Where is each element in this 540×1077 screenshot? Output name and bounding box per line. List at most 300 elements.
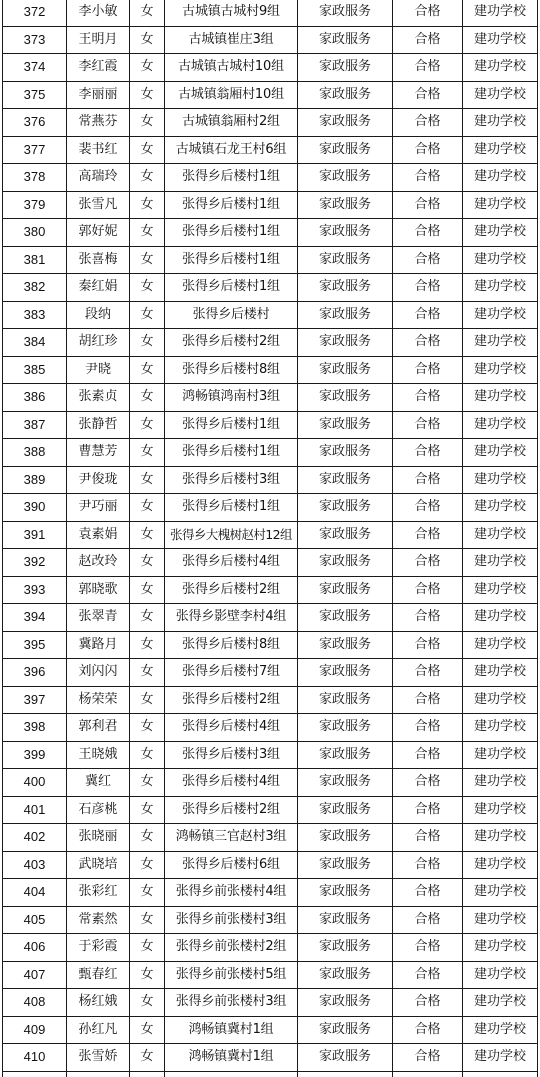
trainee-name: 李红霞 xyxy=(67,54,130,82)
trainee-name: 张翠青 xyxy=(67,604,130,632)
trainee-address: 张得乡后楼村3组 xyxy=(165,466,298,494)
trainee-name: 冀红 xyxy=(67,769,130,797)
trainee-name: 胡红珍 xyxy=(67,329,130,357)
assessment-result: 合格 xyxy=(393,906,463,934)
row-number: 408 xyxy=(3,989,67,1017)
trainee-address: 古城镇翁厢村2组 xyxy=(165,109,298,137)
trainee-gender: 女 xyxy=(130,274,165,302)
trainee-address: 张得乡后楼村3组 xyxy=(165,741,298,769)
training-school: 建功学校 xyxy=(463,796,538,824)
trainee-gender: 女 xyxy=(130,439,165,467)
assessment-result: 合格 xyxy=(393,274,463,302)
empty-cell xyxy=(67,1071,130,1077)
training-major: 家政服务 xyxy=(298,879,393,907)
training-major: 家政服务 xyxy=(298,246,393,274)
table-row xyxy=(3,26,538,54)
training-major: 家政服务 xyxy=(298,631,393,659)
table-row xyxy=(3,494,538,522)
empty-cell xyxy=(165,1071,298,1077)
table-row xyxy=(3,686,538,714)
trainee-gender: 女 xyxy=(130,411,165,439)
table-row xyxy=(3,81,538,109)
training-major: 家政服务 xyxy=(298,961,393,989)
trainee-gender: 女 xyxy=(130,796,165,824)
training-major: 家政服务 xyxy=(298,439,393,467)
trainee-address: 张得乡后楼村8组 xyxy=(165,631,298,659)
training-school: 建功学校 xyxy=(463,54,538,82)
trainee-name: 于彩霞 xyxy=(67,934,130,962)
training-school: 建功学校 xyxy=(463,466,538,494)
training-school: 建功学校 xyxy=(463,274,538,302)
trainee-address: 张得乡后楼村1组 xyxy=(165,439,298,467)
assessment-result: 合格 xyxy=(393,659,463,687)
training-major: 家政服务 xyxy=(298,384,393,412)
trainee-name: 秦红娟 xyxy=(67,274,130,302)
table-row xyxy=(3,246,538,274)
trainee-name: 冀路月 xyxy=(67,631,130,659)
table-row xyxy=(3,191,538,219)
trainee-gender: 女 xyxy=(130,384,165,412)
trainee-gender: 女 xyxy=(130,631,165,659)
training-major: 家政服务 xyxy=(298,989,393,1017)
table-row xyxy=(3,659,538,687)
table-row xyxy=(3,961,538,989)
trainee-gender: 女 xyxy=(130,494,165,522)
trainee-address: 鸿畅镇鸿南村3组 xyxy=(165,384,298,412)
training-school: 建功学校 xyxy=(463,329,538,357)
table-row xyxy=(3,989,538,1017)
row-number: 376 xyxy=(3,109,67,137)
trainee-name: 曹慧芳 xyxy=(67,439,130,467)
training-major: 家政服务 xyxy=(298,109,393,137)
assessment-result: 合格 xyxy=(393,26,463,54)
assessment-result: 合格 xyxy=(393,549,463,577)
trainee-name: 张彩红 xyxy=(67,879,130,907)
training-major: 家政服务 xyxy=(298,659,393,687)
row-number: 400 xyxy=(3,769,67,797)
training-major: 家政服务 xyxy=(298,219,393,247)
assessment-result: 合格 xyxy=(393,136,463,164)
row-number: 401 xyxy=(3,796,67,824)
table-row xyxy=(3,109,538,137)
table-row xyxy=(3,0,538,26)
training-school: 建功学校 xyxy=(463,246,538,274)
trainee-gender: 女 xyxy=(130,109,165,137)
assessment-result: 合格 xyxy=(393,81,463,109)
trainee-name: 刘闪闪 xyxy=(67,659,130,687)
trainee-address: 张得乡前张楼村4组 xyxy=(165,879,298,907)
trainee-name: 王晓娥 xyxy=(67,741,130,769)
training-major: 家政服务 xyxy=(298,26,393,54)
training-major: 家政服务 xyxy=(298,741,393,769)
training-school: 建功学校 xyxy=(463,81,538,109)
trainee-address: 张得乡大槐树赵村12组 xyxy=(165,521,298,549)
assessment-result: 合格 xyxy=(393,439,463,467)
trainee-gender: 女 xyxy=(130,466,165,494)
table-row xyxy=(3,54,538,82)
row-number: 406 xyxy=(3,934,67,962)
table-row xyxy=(3,219,538,247)
empty-cell xyxy=(463,1071,538,1077)
row-number: 409 xyxy=(3,1016,67,1044)
trainee-gender: 女 xyxy=(130,824,165,852)
table-row xyxy=(3,549,538,577)
training-school: 建功学校 xyxy=(463,576,538,604)
trainee-address: 古城镇崔庄3组 xyxy=(165,26,298,54)
trainee-address: 张得乡后楼村1组 xyxy=(165,494,298,522)
table-row-partial xyxy=(3,1071,538,1077)
trainee-gender: 女 xyxy=(130,0,165,26)
trainee-address: 张得乡后楼村6组 xyxy=(165,851,298,879)
row-number: 392 xyxy=(3,549,67,577)
trainee-name: 尹俊珑 xyxy=(67,466,130,494)
table-row xyxy=(3,439,538,467)
trainee-name: 张雪凡 xyxy=(67,191,130,219)
trainee-gender: 女 xyxy=(130,54,165,82)
row-number: 375 xyxy=(3,81,67,109)
table-row xyxy=(3,521,538,549)
assessment-result: 合格 xyxy=(393,329,463,357)
trainee-address: 张得乡后楼村1组 xyxy=(165,219,298,247)
row-number: 382 xyxy=(3,274,67,302)
assessment-result: 合格 xyxy=(393,0,463,26)
row-number: 407 xyxy=(3,961,67,989)
trainee-name: 甄春红 xyxy=(67,961,130,989)
table-row xyxy=(3,1044,538,1072)
training-major: 家政服务 xyxy=(298,549,393,577)
trainee-gender: 女 xyxy=(130,219,165,247)
training-school: 建功学校 xyxy=(463,26,538,54)
trainee-gender: 女 xyxy=(130,549,165,577)
training-major: 家政服务 xyxy=(298,604,393,632)
roster-table xyxy=(2,0,538,1077)
training-major: 家政服务 xyxy=(298,576,393,604)
trainee-address: 张得乡后楼村 xyxy=(165,301,298,329)
row-number: 372 xyxy=(3,0,67,26)
trainee-address: 古城镇古城村10组 xyxy=(165,54,298,82)
trainee-name: 张喜梅 xyxy=(67,246,130,274)
row-number: 387 xyxy=(3,411,67,439)
assessment-result: 合格 xyxy=(393,219,463,247)
trainee-name: 郭晓歌 xyxy=(67,576,130,604)
trainee-address: 张得乡后楼村2组 xyxy=(165,796,298,824)
training-school: 建功学校 xyxy=(463,769,538,797)
trainee-gender: 女 xyxy=(130,1044,165,1072)
training-major: 家政服务 xyxy=(298,714,393,742)
row-number: 396 xyxy=(3,659,67,687)
trainee-gender: 女 xyxy=(130,934,165,962)
training-school: 建功学校 xyxy=(463,631,538,659)
assessment-result: 合格 xyxy=(393,384,463,412)
table-row xyxy=(3,274,538,302)
empty-cell xyxy=(298,1071,393,1077)
row-number: 390 xyxy=(3,494,67,522)
training-major: 家政服务 xyxy=(298,494,393,522)
trainee-name: 武晓培 xyxy=(67,851,130,879)
trainee-name: 王明月 xyxy=(67,26,130,54)
row-number: 374 xyxy=(3,54,67,82)
assessment-result: 合格 xyxy=(393,824,463,852)
row-number: 386 xyxy=(3,384,67,412)
assessment-result: 合格 xyxy=(393,466,463,494)
row-number: 381 xyxy=(3,246,67,274)
trainee-gender: 女 xyxy=(130,136,165,164)
training-school: 建功学校 xyxy=(463,686,538,714)
empty-cell xyxy=(130,1071,165,1077)
assessment-result: 合格 xyxy=(393,109,463,137)
trainee-address: 张得乡后楼村1组 xyxy=(165,191,298,219)
training-major: 家政服务 xyxy=(298,54,393,82)
training-major: 家政服务 xyxy=(298,136,393,164)
training-school: 建功学校 xyxy=(463,136,538,164)
training-school: 建功学校 xyxy=(463,549,538,577)
assessment-result: 合格 xyxy=(393,246,463,274)
table-row xyxy=(3,714,538,742)
table-row xyxy=(3,329,538,357)
assessment-result: 合格 xyxy=(393,741,463,769)
trainee-name: 孙红凡 xyxy=(67,1016,130,1044)
trainee-address: 古城镇古城村9组 xyxy=(165,0,298,26)
training-major: 家政服务 xyxy=(298,769,393,797)
training-school: 建功学校 xyxy=(463,411,538,439)
training-major: 家政服务 xyxy=(298,521,393,549)
trainee-address: 张得乡后楼村7组 xyxy=(165,659,298,687)
training-major: 家政服务 xyxy=(298,164,393,192)
trainee-gender: 女 xyxy=(130,741,165,769)
trainee-address: 张得乡前张楼村3组 xyxy=(165,906,298,934)
table-row xyxy=(3,824,538,852)
assessment-result: 合格 xyxy=(393,494,463,522)
row-number: 378 xyxy=(3,164,67,192)
row-number: 402 xyxy=(3,824,67,852)
table-row xyxy=(3,411,538,439)
row-number: 405 xyxy=(3,906,67,934)
trainee-address: 张得乡后楼村8组 xyxy=(165,356,298,384)
row-number: 389 xyxy=(3,466,67,494)
training-major: 家政服务 xyxy=(298,906,393,934)
trainee-name: 郭利君 xyxy=(67,714,130,742)
table-row xyxy=(3,384,538,412)
trainee-name: 李丽丽 xyxy=(67,81,130,109)
assessment-result: 合格 xyxy=(393,961,463,989)
row-number: 384 xyxy=(3,329,67,357)
training-school: 建功学校 xyxy=(463,604,538,632)
row-number: 404 xyxy=(3,879,67,907)
row-number: 388 xyxy=(3,439,67,467)
assessment-result: 合格 xyxy=(393,356,463,384)
training-school: 建功学校 xyxy=(463,659,538,687)
assessment-result: 合格 xyxy=(393,631,463,659)
training-school: 建功学校 xyxy=(463,851,538,879)
trainee-gender: 女 xyxy=(130,604,165,632)
trainee-address: 张得乡后楼村4组 xyxy=(165,769,298,797)
assessment-result: 合格 xyxy=(393,411,463,439)
trainee-gender: 女 xyxy=(130,329,165,357)
row-number: 373 xyxy=(3,26,67,54)
table-row xyxy=(3,631,538,659)
assessment-result: 合格 xyxy=(393,301,463,329)
training-major: 家政服务 xyxy=(298,824,393,852)
trainee-name: 张静哲 xyxy=(67,411,130,439)
trainee-name: 杨红娥 xyxy=(67,989,130,1017)
row-number: 377 xyxy=(3,136,67,164)
row-number: 410 xyxy=(3,1044,67,1072)
assessment-result: 合格 xyxy=(393,191,463,219)
assessment-result: 合格 xyxy=(393,686,463,714)
assessment-result: 合格 xyxy=(393,604,463,632)
trainee-gender: 女 xyxy=(130,659,165,687)
empty-cell xyxy=(393,1071,463,1077)
trainee-gender: 女 xyxy=(130,164,165,192)
assessment-result: 合格 xyxy=(393,54,463,82)
trainee-address: 张得乡后楼村1组 xyxy=(165,246,298,274)
trainee-address: 鸿畅镇三官赵村3组 xyxy=(165,824,298,852)
assessment-result: 合格 xyxy=(393,714,463,742)
trainee-gender: 女 xyxy=(130,686,165,714)
row-number: 385 xyxy=(3,356,67,384)
training-school: 建功学校 xyxy=(463,1016,538,1044)
trainee-gender: 女 xyxy=(130,851,165,879)
assessment-result: 合格 xyxy=(393,1044,463,1072)
table-row xyxy=(3,356,538,384)
training-major: 家政服务 xyxy=(298,466,393,494)
table-row xyxy=(3,796,538,824)
trainee-gender: 女 xyxy=(130,301,165,329)
training-school: 建功学校 xyxy=(463,741,538,769)
training-major: 家政服务 xyxy=(298,274,393,302)
training-school: 建功学校 xyxy=(463,191,538,219)
trainee-name: 高瑞玲 xyxy=(67,164,130,192)
trainee-name: 杨荣荣 xyxy=(67,686,130,714)
training-major: 家政服务 xyxy=(298,1016,393,1044)
training-major: 家政服务 xyxy=(298,191,393,219)
training-major: 家政服务 xyxy=(298,1044,393,1072)
table-row xyxy=(3,934,538,962)
trainee-gender: 女 xyxy=(130,714,165,742)
trainee-gender: 女 xyxy=(130,879,165,907)
assessment-result: 合格 xyxy=(393,576,463,604)
training-school: 建功学校 xyxy=(463,521,538,549)
training-school: 建功学校 xyxy=(463,109,538,137)
trainee-address: 张得乡后楼村1组 xyxy=(165,164,298,192)
training-major: 家政服务 xyxy=(298,686,393,714)
trainee-address: 张得乡前张楼村5组 xyxy=(165,961,298,989)
trainee-address: 张得乡前张楼村3组 xyxy=(165,989,298,1017)
training-major: 家政服务 xyxy=(298,411,393,439)
trainee-gender: 女 xyxy=(130,246,165,274)
trainee-name: 郭好妮 xyxy=(67,219,130,247)
training-school: 建功学校 xyxy=(463,301,538,329)
table-row xyxy=(3,741,538,769)
assessment-result: 合格 xyxy=(393,521,463,549)
row-number: 379 xyxy=(3,191,67,219)
training-school: 建功学校 xyxy=(463,439,538,467)
trainee-address: 张得乡后楼村4组 xyxy=(165,714,298,742)
training-school: 建功学校 xyxy=(463,1044,538,1072)
row-number: 380 xyxy=(3,219,67,247)
trainee-name: 尹晓 xyxy=(67,356,130,384)
training-major: 家政服务 xyxy=(298,301,393,329)
trainee-address: 鸿畅镇冀村1组 xyxy=(165,1016,298,1044)
training-school: 建功学校 xyxy=(463,824,538,852)
trainee-address: 古城镇石龙王村6组 xyxy=(165,136,298,164)
trainee-address: 鸿畅镇冀村1组 xyxy=(165,1044,298,1072)
training-major: 家政服务 xyxy=(298,0,393,26)
trainee-name: 张素贞 xyxy=(67,384,130,412)
training-major: 家政服务 xyxy=(298,934,393,962)
table-row xyxy=(3,136,538,164)
assessment-result: 合格 xyxy=(393,769,463,797)
trainee-name: 张晓丽 xyxy=(67,824,130,852)
row-number: 395 xyxy=(3,631,67,659)
row-number: 399 xyxy=(3,741,67,769)
table-row xyxy=(3,906,538,934)
empty-cell xyxy=(3,1071,67,1077)
training-school: 建功学校 xyxy=(463,494,538,522)
training-school: 建功学校 xyxy=(463,989,538,1017)
training-major: 家政服务 xyxy=(298,329,393,357)
table-row xyxy=(3,851,538,879)
row-number: 403 xyxy=(3,851,67,879)
trainee-address: 古城镇翁厢村10组 xyxy=(165,81,298,109)
trainee-gender: 女 xyxy=(130,1016,165,1044)
training-major: 家政服务 xyxy=(298,851,393,879)
training-school: 建功学校 xyxy=(463,961,538,989)
training-school: 建功学校 xyxy=(463,934,538,962)
training-major: 家政服务 xyxy=(298,81,393,109)
table-row xyxy=(3,576,538,604)
table-row xyxy=(3,1016,538,1044)
assessment-result: 合格 xyxy=(393,164,463,192)
trainee-address: 张得乡后楼村2组 xyxy=(165,686,298,714)
trainee-name: 石彦桃 xyxy=(67,796,130,824)
trainee-name: 段纳 xyxy=(67,301,130,329)
row-number: 391 xyxy=(3,521,67,549)
table-row xyxy=(3,604,538,632)
trainee-gender: 女 xyxy=(130,26,165,54)
trainee-name: 袁素娟 xyxy=(67,521,130,549)
trainee-name: 尹巧丽 xyxy=(67,494,130,522)
table-row xyxy=(3,769,538,797)
trainee-gender: 女 xyxy=(130,989,165,1017)
trainee-name: 张雪娇 xyxy=(67,1044,130,1072)
trainee-address: 张得乡影壁李村4组 xyxy=(165,604,298,632)
trainee-address: 张得乡后楼村1组 xyxy=(165,274,298,302)
row-number: 383 xyxy=(3,301,67,329)
training-major: 家政服务 xyxy=(298,796,393,824)
trainee-address: 张得乡后楼村2组 xyxy=(165,329,298,357)
assessment-result: 合格 xyxy=(393,796,463,824)
assessment-result: 合格 xyxy=(393,934,463,962)
trainee-name: 李小敏 xyxy=(67,0,130,26)
assessment-result: 合格 xyxy=(393,1016,463,1044)
roster-body xyxy=(3,0,538,1077)
training-school: 建功学校 xyxy=(463,356,538,384)
trainee-gender: 女 xyxy=(130,356,165,384)
trainee-name: 裴书红 xyxy=(67,136,130,164)
row-number: 394 xyxy=(3,604,67,632)
trainee-gender: 女 xyxy=(130,191,165,219)
trainee-address: 张得乡后楼村2组 xyxy=(165,576,298,604)
assessment-result: 合格 xyxy=(393,851,463,879)
training-school: 建功学校 xyxy=(463,0,538,26)
trainee-name: 常素然 xyxy=(67,906,130,934)
trainee-address: 张得乡后楼村4组 xyxy=(165,549,298,577)
training-major: 家政服务 xyxy=(298,356,393,384)
table-row xyxy=(3,164,538,192)
trainee-gender: 女 xyxy=(130,81,165,109)
trainee-name: 赵改玲 xyxy=(67,549,130,577)
